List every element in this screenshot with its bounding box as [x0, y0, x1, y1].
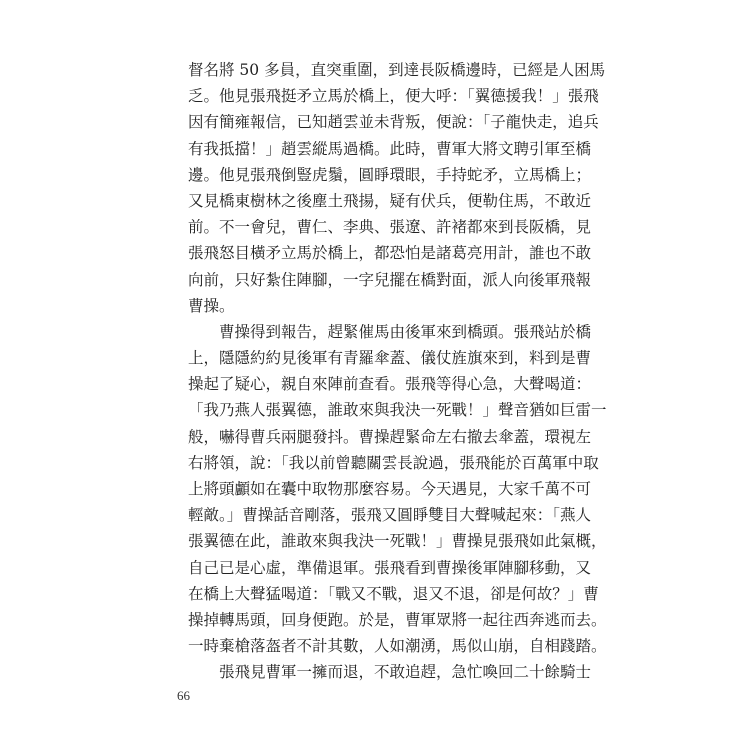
text-line: 前。不一會兒，曹仁、李典、張遼、許褚都來到長阪橋，見 [188, 218, 592, 237]
text-line: 又見橋東樹林之後塵土飛揚，疑有伏兵，便勒住馬，不敢近 [188, 191, 592, 210]
text-line: 邊。他見張飛倒豎虎鬚，圓睜環眼，手持蛇矛，立馬橋上； [188, 165, 592, 184]
text-line: 上將頭顱如在囊中取物那麼容易。今天遇見，大家千萬不可 [188, 480, 592, 498]
text-line: 張翼德在此，誰敢來與我決一死戰！」曹操見張飛如此氣概， [188, 532, 607, 551]
text-line: 因有簡雍報信，已知趙雲並未背叛，便說：「子龍快走，追兵 [188, 113, 599, 132]
body-text [188, 57, 607, 686]
text-line: 上，隱隱約約見後軍有青羅傘蓋、儀仗旌旗來到，料到是曹 [188, 349, 592, 368]
text-line: 一時棄槍落盔者不計其數，人如潮湧，馬似山崩，自相踐踏。 [188, 637, 607, 656]
paragraph-start-line: 曹操得到報告，趕緊催馬由後軍來到橋頭。張飛站於橋 [219, 322, 592, 341]
text-line: 操起了疑心，親自來陣前查看。張飛等得心急，大聲喝道： [188, 375, 592, 394]
text-line: 督名將 50 多員，直突重圍，到達長阪橋邊時，已經是人困馬 [188, 61, 606, 79]
text-line: 「我乃燕人張翼德，誰敢來與我決一死戰！」聲音猶如巨雷一 [188, 401, 607, 420]
text-line: 曹操。 [188, 296, 235, 315]
text-line: 般，嚇得曹兵兩腿發抖。曹操趕緊命左右撤去傘蓋，環視左 [188, 427, 592, 446]
paragraph-start-line: 張飛見曹軍一擁而退，不敢追趕，急忙喚回二十餘騎士 [219, 663, 592, 682]
text-line: 乏。他見張飛挺矛立馬於橋上，便大呼：「翼德援我！」張飛 [188, 87, 599, 106]
text-line: 向前，只好紮住陣腳，一字兒擺在橋對面，派人向後軍飛報 [188, 270, 592, 289]
text-line: 張飛怒目橫矛立馬於橋上，都恐怕是諸葛亮用計，誰也不敢 [188, 244, 592, 263]
text-line: 有我抵擋！」趙雲縱馬過橋。此時，曹軍大將文聘引軍至橋 [188, 139, 592, 158]
text-line: 操掉轉馬頭，回身便跑。於是，曹軍眾將一起往西奔逃而去。 [188, 610, 607, 629]
page-number: 66 [177, 688, 190, 703]
text-line: 在橋上大聲猛喝道：「戰又不戰，退又不退，卻是何故？」曹 [188, 584, 599, 603]
text-line: 自己已是心虛，準備退軍。張飛看到曹操後軍陣腳移動，又 [188, 558, 592, 577]
text-line: 右將領，說：「我以前曾聽關雲長說過，張飛能於百萬軍中取 [188, 453, 599, 472]
text-line: 輕敵。」曹操話音剛落，張飛又圓睜雙目大聲喊起來：「燕人 [188, 506, 592, 525]
